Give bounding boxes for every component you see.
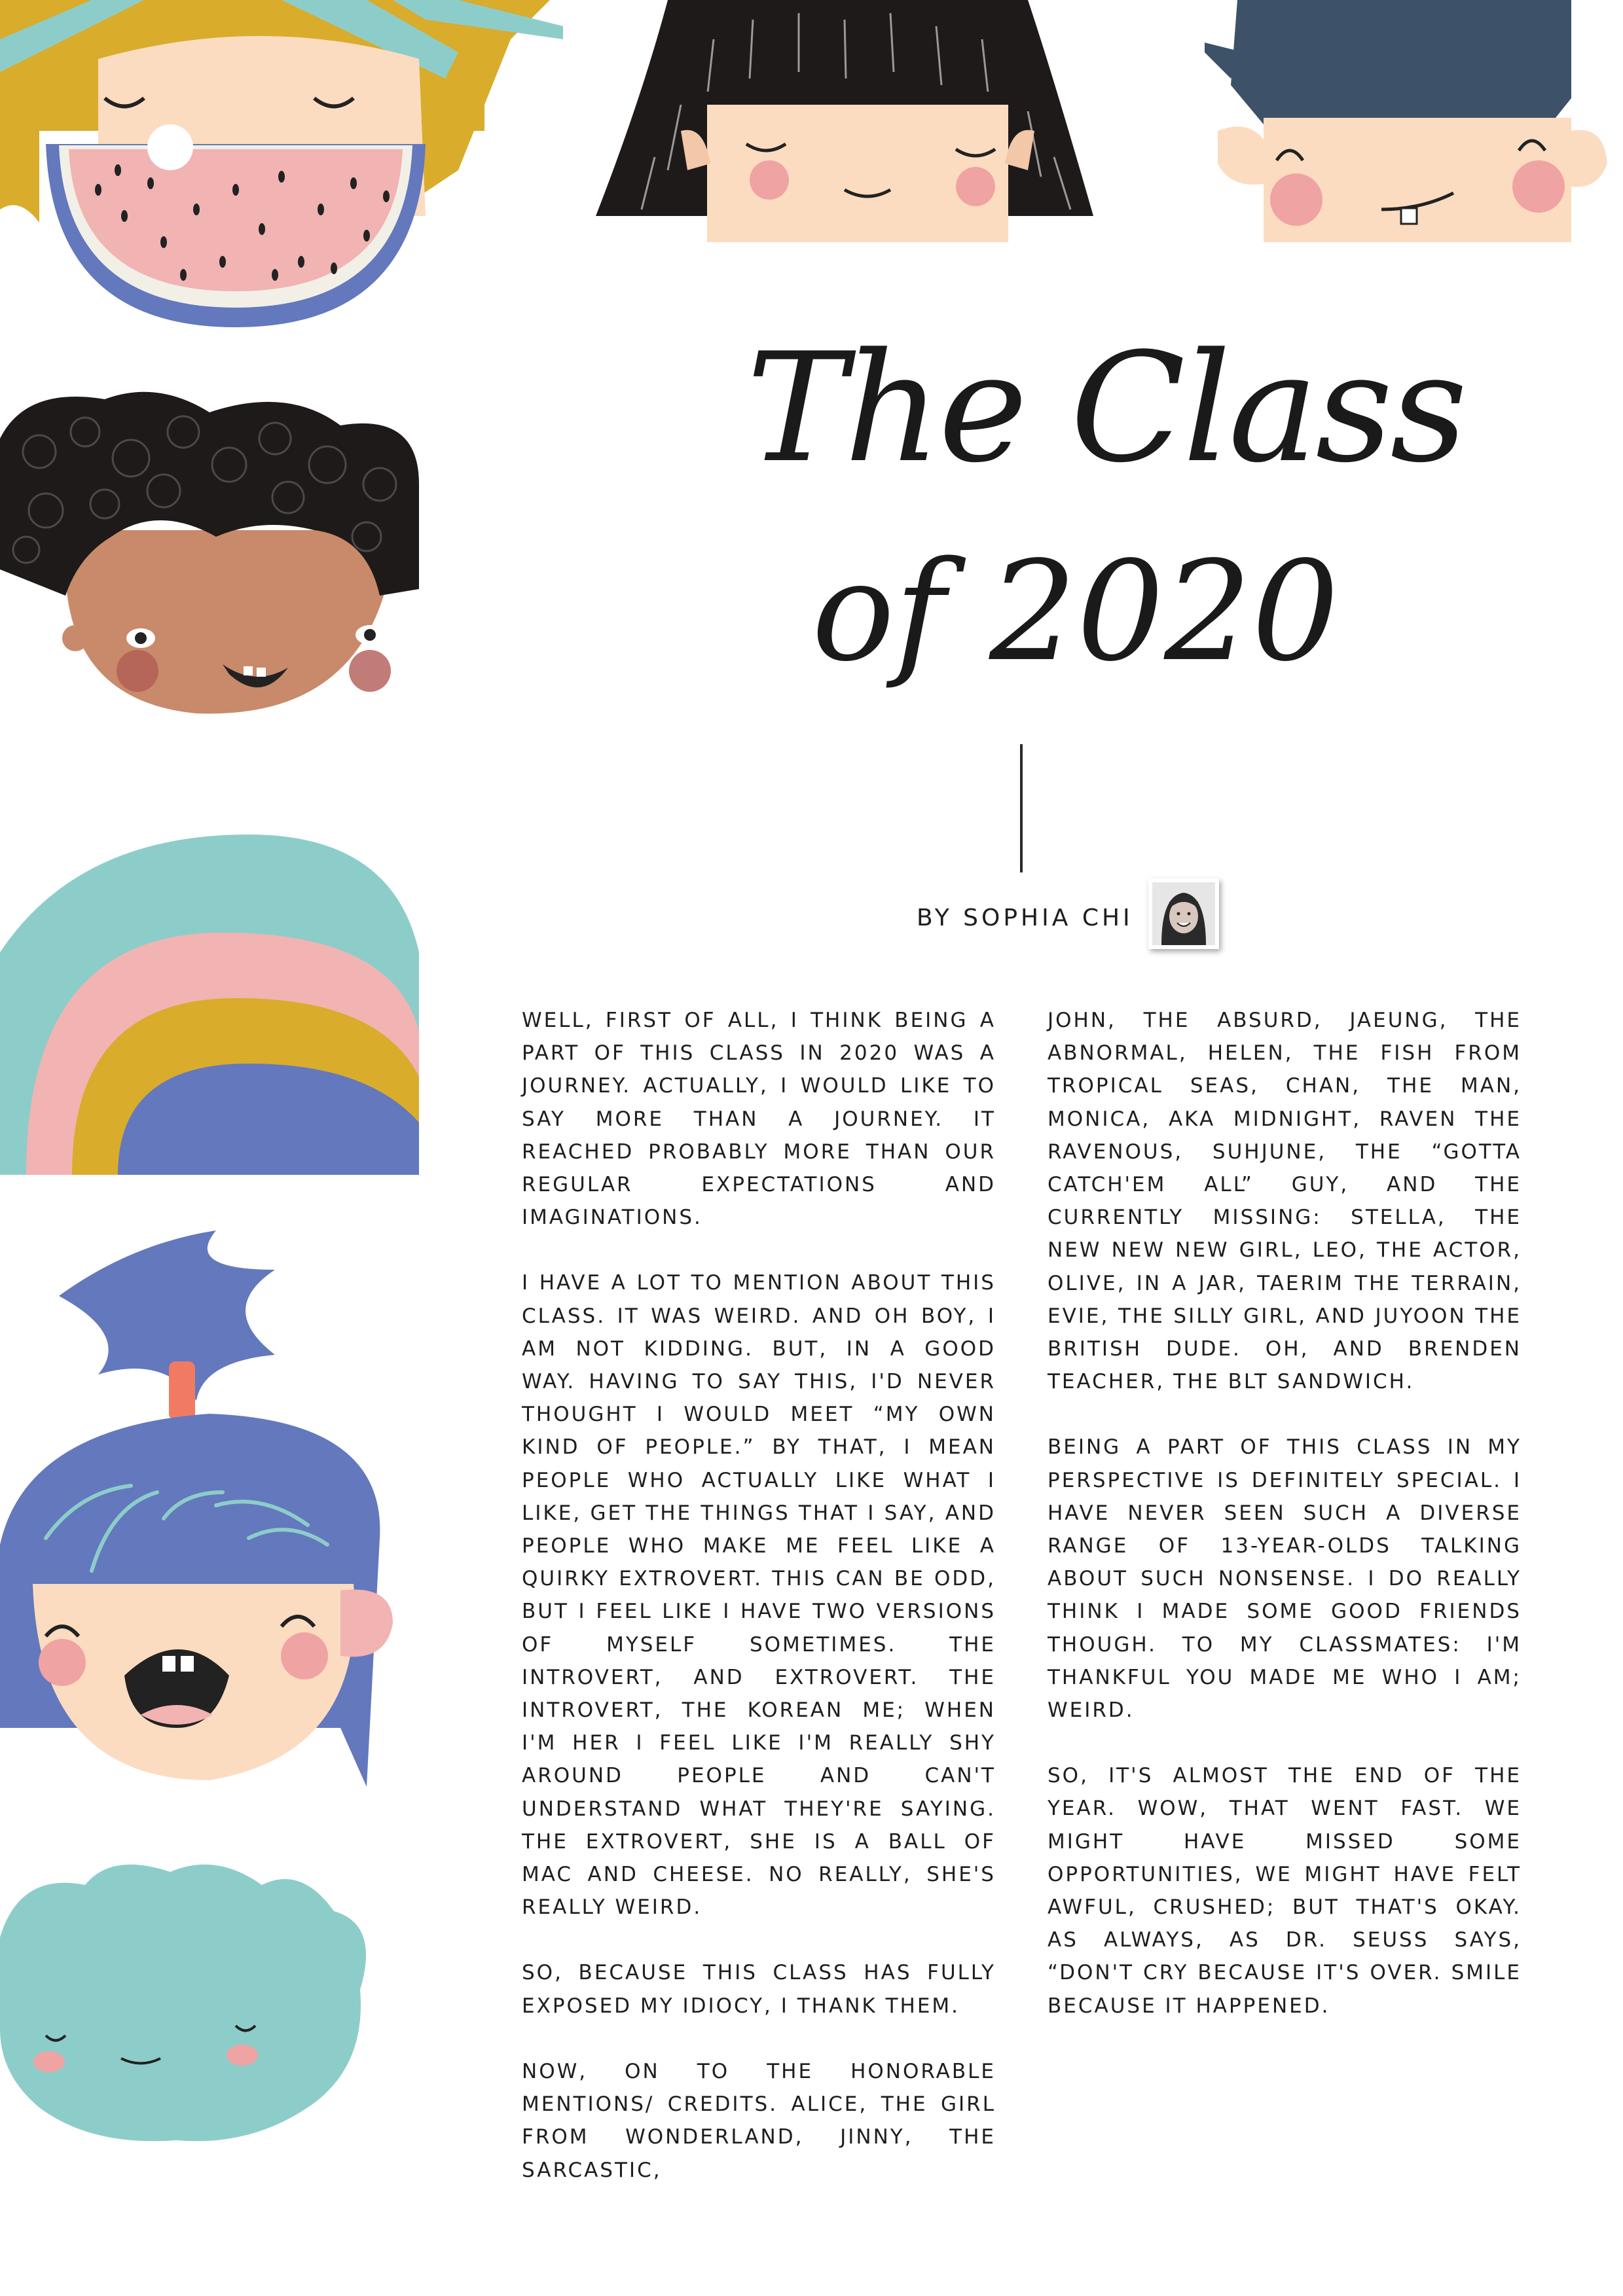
watermelon-girl-illustration bbox=[0, 0, 563, 340]
paragraph: I HAVE A LOT TO MENTION ABOUT THIS CLASS. IT WAS WEIRD. AND OH BOY, I AM NOT KIDDING. BUT, IN A GOOD WAY. HAVING TO SAY THIS, I'D NEVER THOUGHT I WOULD MEET “MY OWN KIND OF PEOPLE.” BY THAT, I MEAN PEOPLE WHO ACTUALLY LIKE WHAT I LIKE, GET THE THINGS THAT I SAY, AND PEOPLE WHO MAKE ME FEEL LIKE A QUIRKY EXTROVERT. THIS CAN BE ODD, BUT I FEEL LIKE I HAVE TWO VERSIONS OF MYSELF SOMETIMES. THE INTROVERT, AND EXTROVERT. THE INTROVERT, THE KOREAN ME; WHEN I'M HER I FEEL LIKE I'M REALLY SHY AROUND PEOPLE AND CAN'T UNDERSTAND WHAT THEY'RE SAYING. THE EXTROVERT, SHE IS A BALL OF MAC AND CHEESE. NO REALLY, SHE'S REALLY WEIRD. bbox=[522, 1271, 996, 1920]
paragraph: JOHN, THE ABSURD, JAEUNG, THE ABNORMAL, HELEN, THE FISH FROM TROPICAL SEAS, CHAN, THE MAN, MONICA, AKA MIDNIGHT, RAVEN THE RAVENOUS, SUHJUNE, THE “GOTTA CATCH'EM ALL” GUY, AND THE CURRENTLY MISSING: STELLA, THE NEW NEW NEW GIRL, LEO, THE ACTOR, OLIVE, IN A JAR, TAERIM THE TERRAIN, EVIE, THE SILLY GIRL, AND JUYOON THE BRITISH DUDE. OH, AND BRENDEN TEACHER, THE BLT SANDWICH. bbox=[1048, 1009, 1522, 1394]
spiky-hair-boy-illustration bbox=[1205, 0, 1623, 249]
author-byline: BY SOPHIA CHI bbox=[917, 905, 1133, 931]
dark-hair-girl-illustration bbox=[583, 0, 1133, 249]
article-column-right bbox=[1048, 1004, 1522, 2055]
rainbow-illustration bbox=[0, 834, 419, 1175]
paragraph: SO, IT'S ALMOST THE END OF THE YEAR. WOW, THAT WENT FAST. WE MIGHT HAVE MISSED SOME OPPORTUNITIES, WE MIGHT HAVE FELT AWFUL, CRUSHED; BUT THAT'S OKAY. AS ALWAYS, AS DR. SEUSS SAYS, “DON'T CRY BECAUSE IT'S OVER. SMILE BECAUSE IT HAPPENED. bbox=[1048, 1764, 1522, 2018]
curly-hair-kid-illustration bbox=[0, 386, 419, 779]
paragraph: BEING A PART OF THIS CLASS IN MY PERSPECTIVE IS DEFINITELY SPECIAL. I HAVE NEVER SEEN SUCH A DIVERSE RANGE OF 13-YEAR-OLDS TALKING ABOUT SUCH NONSENSE. I DO REALLY THINK I MADE SOME GOOD FRIENDS THOUGH. TO MY CLASSMATES: I'M THANKFUL YOU MADE ME WHO I AM; WEIRD. bbox=[1048, 1435, 1522, 1723]
paragraph: NOW, ON TO THE HONORABLE MENTIONS/ CREDITS. ALICE, THE GIRL FROM WONDERLAND, JINNY, THE SARCASTIC, bbox=[522, 2059, 996, 2182]
blue-hair-kid-illustration bbox=[0, 1230, 419, 1806]
paragraph: SO, BECAUSE THIS CLASS HAS FULLY EXPOSED MY IDIOCY, I THANK THEM. bbox=[522, 1961, 996, 2018]
article-title bbox=[694, 308, 1465, 766]
paragraph: WELL, FIRST OF ALL, I THINK BEING A PART OF THIS CLASS IN 2020 WAS A JOURNEY. ACTUALLY, I WOULD LIKE TO SAY MORE THAN A JOURNEY. IT REACHED PROBABLY MORE THAN OUR REGULAR EXPECTATIONS AND IMAGINATIONS. bbox=[522, 1009, 996, 1230]
article-column-left bbox=[522, 1004, 996, 2219]
title-line-1: The Class bbox=[746, 321, 1465, 496]
title-line-2: of 2020 bbox=[812, 531, 1340, 692]
title-divider bbox=[1020, 744, 1023, 872]
author-photo bbox=[1148, 878, 1219, 949]
cloud-face-illustration bbox=[0, 1859, 380, 2147]
